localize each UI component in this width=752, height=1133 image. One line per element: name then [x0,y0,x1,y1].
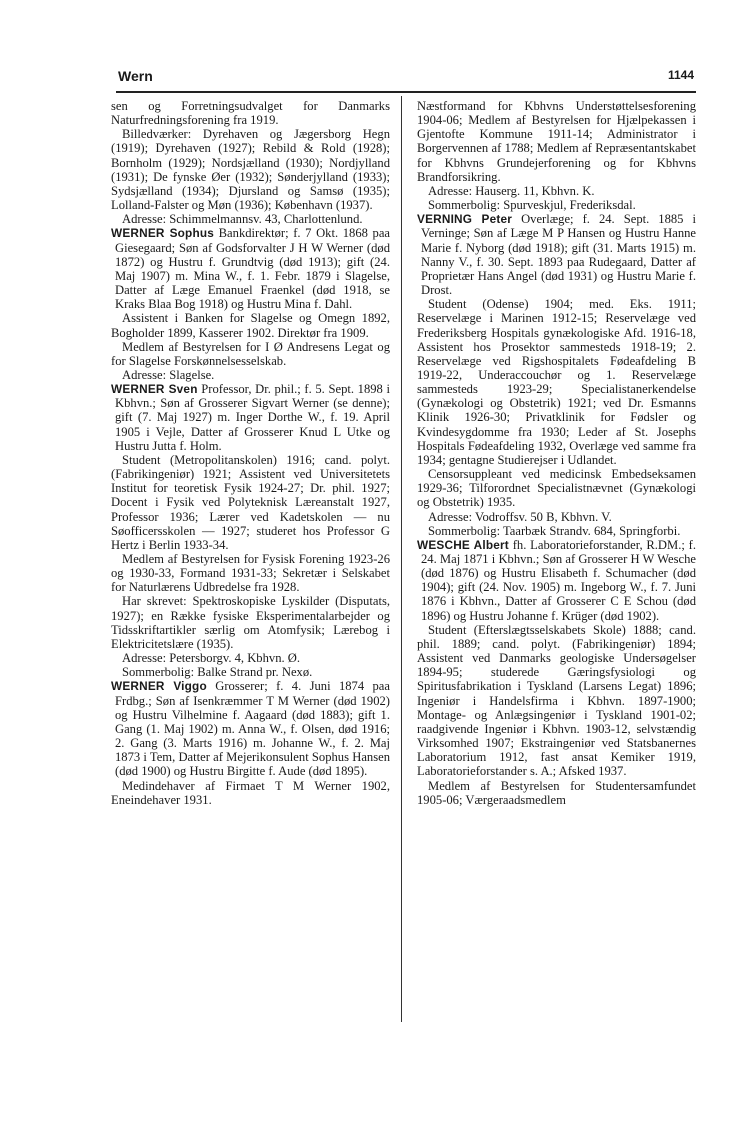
paragraph: Adresse: Petersborgv. 4, Kbhvn. Ø. [122,651,301,666]
continued-paragraph: sen og Forretningsudvalget for Danmarks Naturfredningsforening fra 1919. [111,99,390,128]
biography-entry [111,226,390,311]
paragraph: Sommerbolig: Spurveskjul, Frederiksdal. [428,198,636,213]
biography-entry [111,382,390,453]
paragraph: Har skrevet: Spektroskopiske Lyskilder (Disputats, 1927); en Række fysiske Eksperimentalarbejder og Tidsskriftartikler særlig om Atomfysik; Lærebog i Elektricitetslære (1935). [111,594,390,651]
paragraph: Student (Odense) 1904; med. Eks. 1911; Reservelæge i Marinen 1912-15; Reservelæge ved Frederiksberg Hospitals gynækologiske Afd. 1916-18, Assistent hos Prosektor sammesteds 1918-19; 2. Reservelæge ved Rigshospitalets Fødeafdeling B 1919-22, Underaccouchør og 1. Reservelæge sammesteds 1923-29; Specialistanerkendelse (Gynækologi og Obstetrik) 1921; ved Dr. Esmanns Klinik 1926-30; Privatklinik for Fødsler og Kvindesygdomme fra 1930; Leder af St. Josephs Hospitals Fødeafdeling 1932, Overlæge ved samme fra 1934; gentagne Studierejser i Udlandet. [417,297,696,467]
paragraph: Billedværker: Dyrehaven og Jægersborg Hegn (1919); Dyrehaven (1927); Rebild & Rold (1928); Bornholm (1929); Nordsjælland (1930); Nordjylland (1931); De fynske Øer (1932); Sønderjylland (1933); Sydsjælland (1934); Djursland og Samsø (1935); Lolland-Falster og Møn (1936); København (1937). [111,127,390,213]
paragraph: Censorsuppleant ved medicinsk Embedseksamen 1929-36; Tilforordnet Specialistnævnet (Gynækologi og Obstetrik) 1935. [417,467,696,510]
paragraph: Adresse: Schimmelmannsv. 43, Charlottenlund. [122,212,363,227]
page-number: 1144 [667,68,694,82]
paragraph: Sommerbolig: Taarbæk Strandv. 684, Springforbi. [428,523,681,538]
paragraph: Medlem af Bestyrelsen for Fysisk Forening 1923-26 og 1930-33, Formand 1931-33; Sekretær i Selskabet for Naturlærens Udbredelse fra 1928. [111,552,390,595]
running-head: Wern [118,68,153,84]
header-rule [116,91,696,93]
entry-text: Overlæge; f. 24. Sept. 1885 i Verninge; Søn af Læge M P Hansen og Hustru Hanne Marie f. Nyborg (død 1918); gift (31. Marts 1915) m. Nanny V., f. 30. Sept. 1893 paa Rudegaard, Datter af Proprietær Hans Angel (død 1931) og Hustru Marie f. Drost. [421,212,697,298]
continued-paragraph: Næstformand for Kbhvns Understøttelsesforening 1904-06; Medlem af Bestyrelsen for Hjælpekassen i Gjentofte Kommune 1911-14; Administrator i Borgervennen af 1788; Medlem af Repræsentantskabet for Kbhvns Grundejerforening og for Kbhvns Brandforsikring. [417,99,696,184]
entry-name: WERNER Sven [111,382,198,397]
entry-text: Professor, Dr. phil.; f. 5. Sept. 1898 i Kbhvn.; Søn af Grosserer Sigvart Werner (se denne); gift (7. Maj 1927) m. Inger Dorthe W., f. 19. April 1905 i Vejle, Datter af Grosserer Knud L Utke og Hustru Jutta f. Holm. [115,382,391,453]
entry-text: fh. Laboratorieforstander, R.DM.; f. 24. Maj 1871 i Kbhvn.; Søn af Grosserer H W Wesche (død 1876) og Hustru Elisabeth f. Schumacher (død 1904); gift (24. Nov. 1905) m. Ingeborg W., f. 7. Juni 1876 i Kbhvn., Datter af Grosserer C E Schou (død 1896) og Hustru Johanne f. Krüger (død 1902). [421,537,696,623]
paragraph: Assistent i Banken for Slagelse og Omegn 1892, Bogholder 1899, Kasserer 1902. Direktør fra 1909. [111,311,390,340]
biography-entry [111,679,390,778]
paragraph: Student (Efterslægtsselskabets Skole) 1888; cand. phil. 1889; cand. polyt. (Fabrikingeniør) 1894; Assistent ved Danmarks geologiske Undersøgelser 1894-95; studerede Gæringsfysiologi og Spiritusfabrikation i Tyskland (Larsens Legat) 1896; Ingeniør i Handelsfirma i Kbhvn. 1897-1900; Montage- og Anlægsingeniør i Tyskland 1901-02; raadgivende Ingeniør i Kbhvn. 1903-12, selvstændig Virksomhed 1907; Ekstraingeniør ved Statsbanernes Laboratorium 1912, fast ansat Kemiker 1919, Laboratorieforstander s. A.; Afsked 1937. [417,622,696,779]
right-column [417,99,696,807]
paragraph: Adresse: Hauserg. 11, Kbhvn. K. [428,183,595,198]
paragraph: Adresse: Slagelse. [122,367,215,382]
page-header [118,68,694,90]
paragraph: Medlem af Bestyrelsen for I Ø Andresens Legat og for Slagelse Forskønnelsesselskab. [111,339,390,368]
biography-entry [417,538,696,623]
biography-entry [417,212,696,297]
entry-text: Grosserer; f. 4. Juni 1874 paa Frdbg.; Søn af Isenkræmmer T M Werner (død 1902) og Hustru Vilhelmine f. Aagaard (død 1883); gift 1. Gang (1. Maj 1902) m. Anna W., f. Olsen, død 1916; 2. Gang (3. Marts 1916) m. Johanne W., f. 2. Maj 1873 i Tem, Datter af Mejerikonsulent Sophus Hansen (død 1900) og Hustru Birgitte f. Aude (død 1895). [115,679,390,779]
paragraph: Student (Metropolitanskolen) 1916; cand. polyt. (Fabrikingeniør) 1921; Assistent ved Universitetets Institut for teoretisk Fysik 1924-27; Dr. phil. 1927; Docent i Fysik ved Polyteknisk Læreanstalt 1927, Professor 1936; Lærer ved Kadetskolen — nu Søofficersskolen — 1927; studeret hos Professor G Hertz i Berlin 1933-34. [111,452,390,552]
paragraph: Medindehaver af Firmaet T M Werner 1902, Eneindehaver 1931. [111,778,390,807]
paragraph: Medlem af Bestyrelsen for Studentersamfundet 1905-06; Værgeraadsmedlem [417,778,696,807]
paragraph: Adresse: Vodroffsv. 50 B, Kbhvn. V. [428,509,612,524]
entry-name: VERNING Peter [417,212,513,227]
column-separator [401,96,402,1022]
left-column [111,99,390,807]
entry-name: WESCHE Albert [417,537,509,552]
entry-name: WERNER Sophus [111,226,215,241]
entry-text: Bankdirektør; f. 7 Okt. 1868 paa Giesegaard; Søn af Godsforvalter J H W Werner (død 1872) og Hustru f. Grundtvig (død 1913); gift (24. Maj 1907) m. Mina W., f. 1. Febr. 1879 i Slagelse, Datter af Læge Emanuel Fraenkel (død 1918, se Kraks Blaa Bog 1918) og Hustru Mina f. Dahl. [115,226,390,312]
entry-name: WERNER Viggo [111,679,207,694]
paragraph: Sommerbolig: Balke Strand pr. Nexø. [122,665,313,680]
